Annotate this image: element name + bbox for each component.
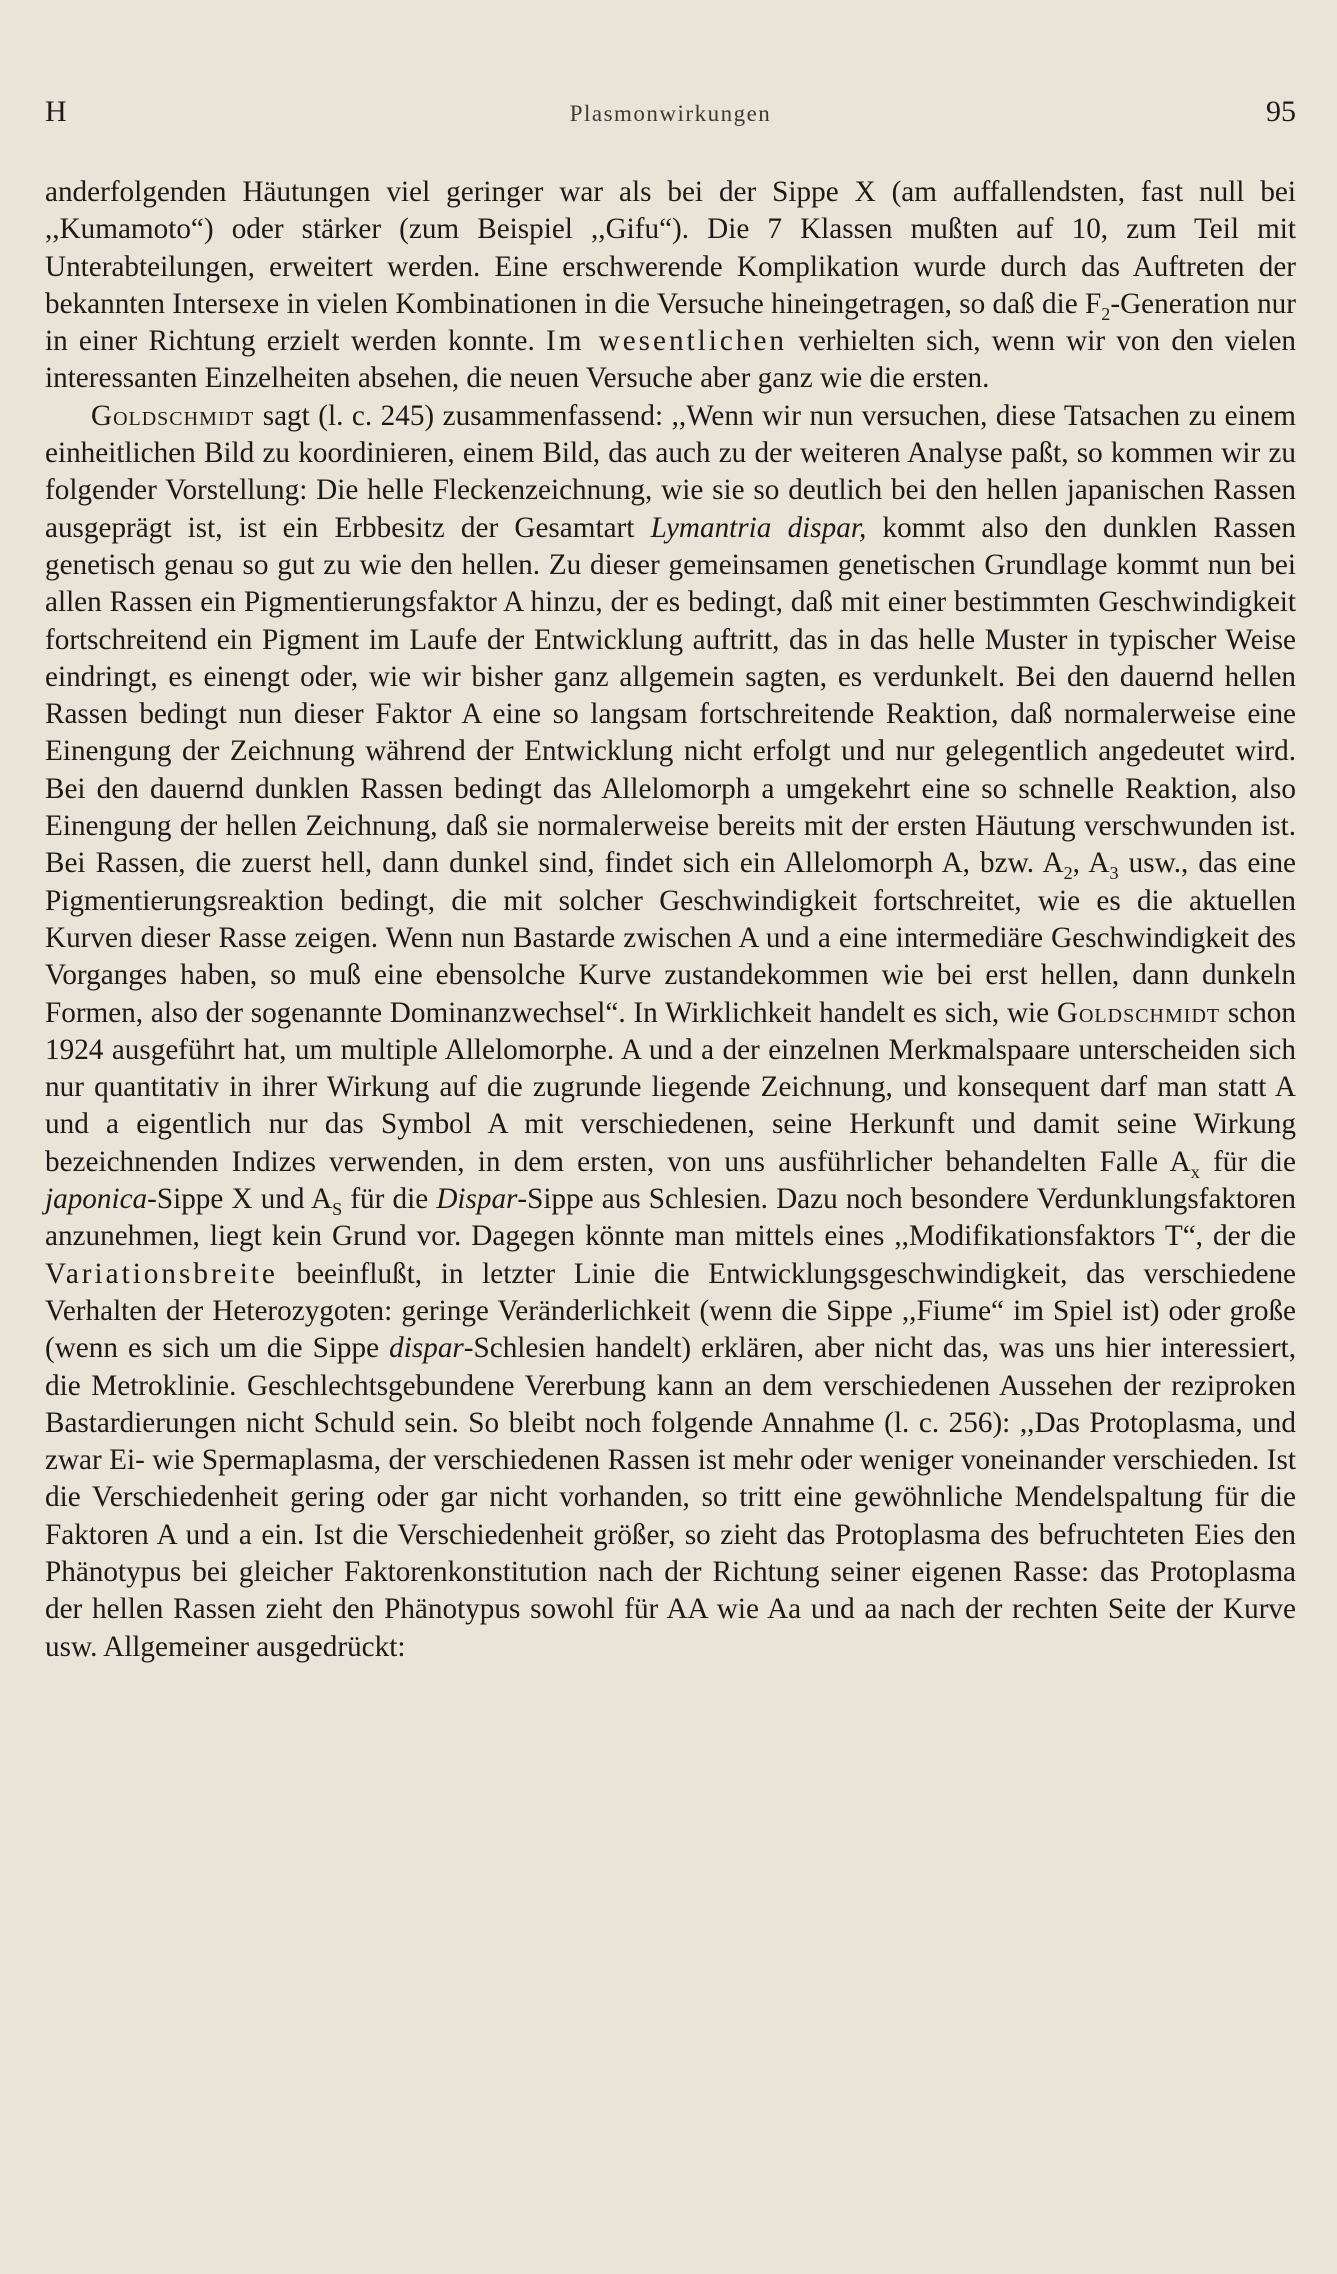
- running-header: [45, 92, 1296, 132]
- species-name: dispar: [389, 1332, 464, 1365]
- paragraph-2: Goldschmidt sagt (l. c. 245) zusammenfassend: ,,Wenn wir nun versuchen, diese Tatsachen zu einem einheitlichen Bild zu koordinieren, einem Bild, das auch zu der weiteren Analyse paßt, so kommen wir zu folgender Vorstellung: Die helle Fleckenzeichnung, wie sie so deutlich bei den hellen japanischen Rassen ausgeprägt ist, ist ein Erbbesitz der Gesamtart Lymantria dispar, kommt also den dunklen Rassen genetisch genau so gut zu wie den hellen. Zu dieser gemeinsamen genetischen Grundlage kommt nun bei allen Rassen ein Pigmentierungsfaktor A hinzu, der es bedingt, daß mit einer bestimmten Geschwindigkeit fortschreitend ein Pigment im Laufe der Entwicklung auftritt, das in das helle Muster in typischer Weise eindringt, es einengt oder, wie wir bisher ganz allgemein sagten, es verdunkelt. Bei den dauernd hellen Rassen bedingt nun dieser Faktor A eine so langsam fortschreitende Reaktion, daß normalerweise eine Einengung der Zeichnung während der Entwicklung nicht erfolgt und nur gelegentlich angedeutet wird. Bei den dauernd dunklen Rassen bedingt das Allelomorph a umgekehrt eine so schnelle Reaktion, also Einengung der hellen Zeichnung, daß sie normalerweise bereits mit der ersten Häutung verschwunden ist. Bei Rassen, die zuerst hell, dann dunkel sind, findet sich ein Allelomorph A, bzw. $A_2$, $A_3$ usw., das eine Pigmentierungsreaktion bedingt, die mit solcher Geschwindigkeit fortschreitet, wie es die aktuellen Kurven dieser Rasse zeigen. Wenn nun Bastarde zwischen A und a eine intermediäre Geschwindigkeit des Vorganges haben, so muß eine ebensolche Kurve zustandekommen wie bei erst hellen, dann dunkeln Formen, also der sogenannte Dominanzwechsel“. In Wirklichkeit handelt es sich, wie Goldschmidt schon 1924 ausgeführt hat, um multiple Allelomorphe. A und a der einzelnen Merkmalspaare unterscheiden sich nur quantitativ in ihrer Wirkung auf die zugrunde liegende Zeichnung, und konsequent darf man statt A und a eigentlich nur das Symbol A mit verschiedenen, seine Herkunft und damit seine Wirkung bezeichnenden Indizes verwenden, in dem ersten, von uns ausführlicher behandelten Falle $A_x$ für die japonica-Sippe X und $A_S$ für die Dispar-Sippe aus Schlesien. Dazu noch besondere Verdunklungsfaktoren anzunehmen, liegt kein Grund vor. Dagegen könnte man mittels eines ,,Modifikationsfaktors T“, der die Variationsbreite beeinflußt, in letzter Linie die Entwicklungsgeschwindigkeit, das verschiedene Verhalten der Heterozygoten: geringe Veränderlichkeit (wenn die Sippe ,,Fiume“ im Spiel ist) oder große (wenn es sich um die Sippe dispar-Schlesien handelt) erklären, aber nicht das, was uns hier interessiert, die Metroklinie. Geschlechtsgebundene Vererbung kann an dem verschiedenen Aussehen der reziproken Bastardierungen nicht Schuld sein. So bleibt noch folgende Annahme (l. c. 256): ,,Das Protoplasma, und zwar Ei- wie Spermaplasma, der verschiedenen Rassen ist mehr oder weniger voneinander verschieden. Ist die Verschiedenheit gering oder gar nicht vorhanden, so tritt eine gewöhnliche Mendelspaltung für die Faktoren A und a ein. Ist die Verschiedenheit größer, so zieht das Protoplasma des befruchteten Eies den Phänotypus bei gleicher Faktorenkonstitution nach der Richtung seiner eigenen Rasse: das Protoplasma der hellen Rassen zieht den Phänotypus sowohl für AA wie Aa und aa nach der rechten Seite der Kurve usw. Allgemeiner ausgedrückt:: [45, 399, 1297, 1663]
- spaced-emphasis: Variationsbreite: [45, 1257, 278, 1290]
- paragraph-1: anderfolgenden Häutungen viel geringer war als bei der Sippe X (am auffallendsten, fast null bei ,,Kumamoto“) oder stärker (zum Beispiel ,,Gifu“). Die 7 Klassen mußten auf 10, zum Teil mit Unterabteilungen, erweitert werden. Eine erschwerende Komplikation wurde durch das Auftreten der bekannten Intersexe in vielen Kombinationen in die Versuche hineingetragen, so daß die $F_2$-Generation nur in einer Richtung erzielt werden konnte. Im wesentlichen verhielten sich, wenn wir von den vielen interessanten Einzelheiten absehen, die neuen Versuche aber ganz wie die ersten.: [45, 176, 1297, 395]
- author-name: Goldschmidt: [91, 399, 255, 432]
- spaced-emphasis: Im wesentlichen: [545, 325, 788, 358]
- author-name: Goldschmidt: [1056, 996, 1221, 1029]
- body-text: [45, 174, 1296, 1666]
- running-title: Plasmonwirkungen: [569, 101, 772, 126]
- species-name: Lymantria dispar,: [650, 511, 867, 544]
- section-letter: H: [45, 95, 67, 128]
- species-name: Dispar: [436, 1183, 518, 1216]
- species-name: japonica: [45, 1183, 148, 1216]
- page-number: 95: [1266, 95, 1296, 128]
